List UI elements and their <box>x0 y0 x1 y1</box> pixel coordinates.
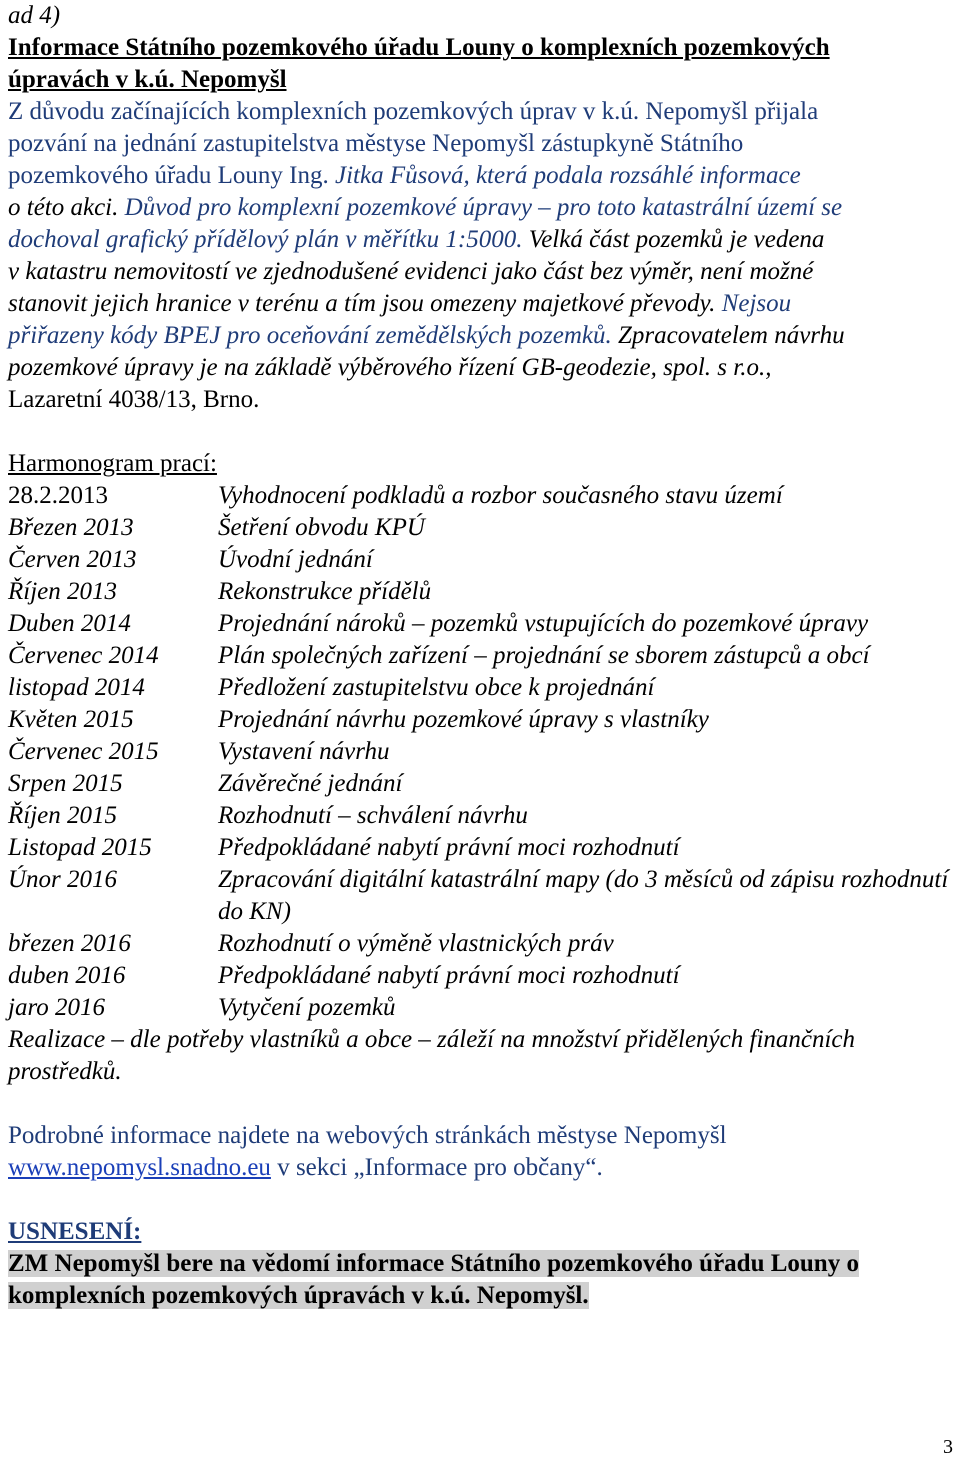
intro-line-2: pozvání na jednání zastupitelstva městyse Nepomyšl zástupkyně Státního <box>8 130 744 157</box>
schedule-date: Únor 2016 <box>8 866 118 893</box>
resolution-line-2 <box>8 1280 952 1312</box>
intro-line-3a: pozemkového úřadu Louny Ing. <box>8 162 336 189</box>
intro-line-10: Lazaretní 4038/13, Brno. <box>8 386 260 413</box>
schedule-activity: Šetření obvodu KPÚ <box>218 514 425 541</box>
info-line-2-rest: v sekci „Informace pro občany“. <box>270 1154 603 1181</box>
schedule-date: Červen 2013 <box>8 546 137 573</box>
intro-line-6: v katastru nemovitostí ve zjednodušené evidenci jako část bez výměr, není možné <box>8 258 814 285</box>
schedule-row <box>8 800 952 832</box>
intro-line-5 <box>8 224 952 256</box>
intro-line-8b: Zpracovatelem návrhu <box>617 322 845 349</box>
schedule-date: 28.2.2013 <box>8 482 108 509</box>
intro-line-7b: Nejsou <box>721 290 792 317</box>
schedule-row <box>8 672 952 704</box>
schedule-table <box>8 480 952 1024</box>
schedule-activity: Projednání návrhu pozemkové úpravy s vlastníky <box>218 706 709 733</box>
schedule-date: Říjen 2013 <box>8 578 118 605</box>
schedule-activity: Zpracování digitální katastrální mapy (do 3 měsíců od zápisu rozhodnutí do KN) <box>218 866 949 925</box>
schedule-date: Srpen 2015 <box>8 770 123 797</box>
schedule-activity: Úvodní jednání <box>218 546 373 573</box>
schedule-row <box>8 928 952 960</box>
schedule-date: duben 2016 <box>8 962 126 989</box>
schedule-activity: Plán společných zařízení – projednání se sborem zástupců a obcí <box>218 642 870 669</box>
schedule-row <box>8 608 952 640</box>
section-title-line-1: Informace Státního pozemkového úřadu Louny o komplexních pozemkových <box>8 34 830 61</box>
intro-line-4a: o této akci. <box>8 194 125 221</box>
intro-line-4 <box>8 192 952 224</box>
intro-line-3 <box>8 160 952 192</box>
page-number: 3 <box>943 1436 953 1458</box>
info-line-1: Podrobné informace najdete na webových stránkách městyse Nepomyšl <box>8 1122 727 1149</box>
intro-line-5a: dochoval grafický přídělový plán v měřítku 1:5000. <box>8 226 529 253</box>
schedule-date: Červenec 2015 <box>8 738 159 765</box>
schedule-row <box>8 544 952 576</box>
schedule-row <box>8 736 952 768</box>
schedule-activity: Projednání nároků – pozemků vstupujících do pozemkové úpravy <box>218 610 869 637</box>
schedule-row <box>8 992 952 1024</box>
schedule-activity: Předložení zastupitelstvu obce k projednání <box>218 674 655 701</box>
schedule-activity: Rozhodnutí o výměně vlastnických práv <box>218 930 614 957</box>
schedule-date: Duben 2014 <box>8 610 131 637</box>
schedule-row <box>8 576 952 608</box>
schedule-date: listopad 2014 <box>8 674 145 701</box>
schedule-date: Červenec 2014 <box>8 642 159 669</box>
intro-line-3b: Jitka Fůsová, která podala rozsáhlé informace <box>335 162 801 189</box>
document-page <box>8 0 952 1312</box>
schedule-activity: Vytyčení pozemků <box>218 994 396 1021</box>
schedule-date: Březen 2013 <box>8 514 134 541</box>
schedule-activity: Rekonstrukce přídělů <box>218 578 432 605</box>
schedule-activity: Předpokládané nabytí právní moci rozhodnutí <box>218 834 680 861</box>
realization-line-2: prostředků. <box>8 1058 122 1085</box>
info-line-2 <box>8 1152 952 1184</box>
schedule-activity: Vyhodnocení podkladů a rozbor současného stavu území <box>218 482 783 509</box>
intro-line-7a: stanovit jejich hranice v terénu a tím jsou omezeny majetkové převody. <box>8 290 722 317</box>
schedule-activity: Vystavení návrhu <box>218 738 390 765</box>
schedule-row <box>8 480 952 512</box>
resolution-text-2: komplexních pozemkových úpravách v k.ú. Nepomyšl. <box>8 1282 589 1309</box>
schedule-activity: Předpokládané nabytí právní moci rozhodnutí <box>218 962 680 989</box>
schedule-date: Listopad 2015 <box>8 834 152 861</box>
resolution-text-1: ZM Nepomyšl bere na vědomí informace Státního pozemkového úřadu Louny o <box>8 1250 859 1277</box>
schedule-activity: Rozhodnutí – schválení návrhu <box>218 802 528 829</box>
website-link[interactable]: www.nepomysl.snadno.eu <box>8 1154 271 1181</box>
schedule-row <box>8 512 952 544</box>
schedule-row <box>8 832 952 864</box>
intro-line-5b: Velká část pozemků je vedena <box>528 226 825 253</box>
resolution-title: USNESENÍ: <box>8 1218 142 1245</box>
schedule-date: Říjen 2015 <box>8 802 118 829</box>
schedule-row <box>8 864 952 928</box>
schedule-date: Květen 2015 <box>8 706 134 733</box>
intro-line-8 <box>8 320 952 352</box>
intro-line-9: pozemkové úpravy je na základě výběrového řízení GB-geodezie, spol. s r.o., <box>8 354 772 381</box>
schedule-date: březen 2016 <box>8 930 131 957</box>
schedule-date: jaro 2016 <box>8 994 105 1021</box>
schedule-row <box>8 640 952 672</box>
schedule-row <box>8 704 952 736</box>
schedule-activity: Závěrečné jednání <box>218 770 403 797</box>
intro-line-7 <box>8 288 952 320</box>
intro-line-4b: Důvod pro komplexní pozemkové úpravy – pro toto katastrální území se <box>124 194 843 221</box>
resolution-line-1 <box>8 1248 952 1280</box>
item-number: ad 4) <box>8 2 61 29</box>
schedule-title: Harmonogram prací: <box>8 450 217 477</box>
schedule-row <box>8 960 952 992</box>
realization-line-1: Realizace – dle potřeby vlastníků a obce – záleží na množství přidělených finančních <box>8 1026 856 1053</box>
intro-line-8a: přiřazeny kódy BPEJ pro oceňování zemědělských pozemků. <box>8 322 618 349</box>
intro-line-1: Z důvodu začínajících komplexních pozemkových úprav v k.ú. Nepomyšl přijala <box>8 98 819 125</box>
section-title-line-2: úpravách v k.ú. Nepomyšl <box>8 66 287 93</box>
schedule-row <box>8 768 952 800</box>
